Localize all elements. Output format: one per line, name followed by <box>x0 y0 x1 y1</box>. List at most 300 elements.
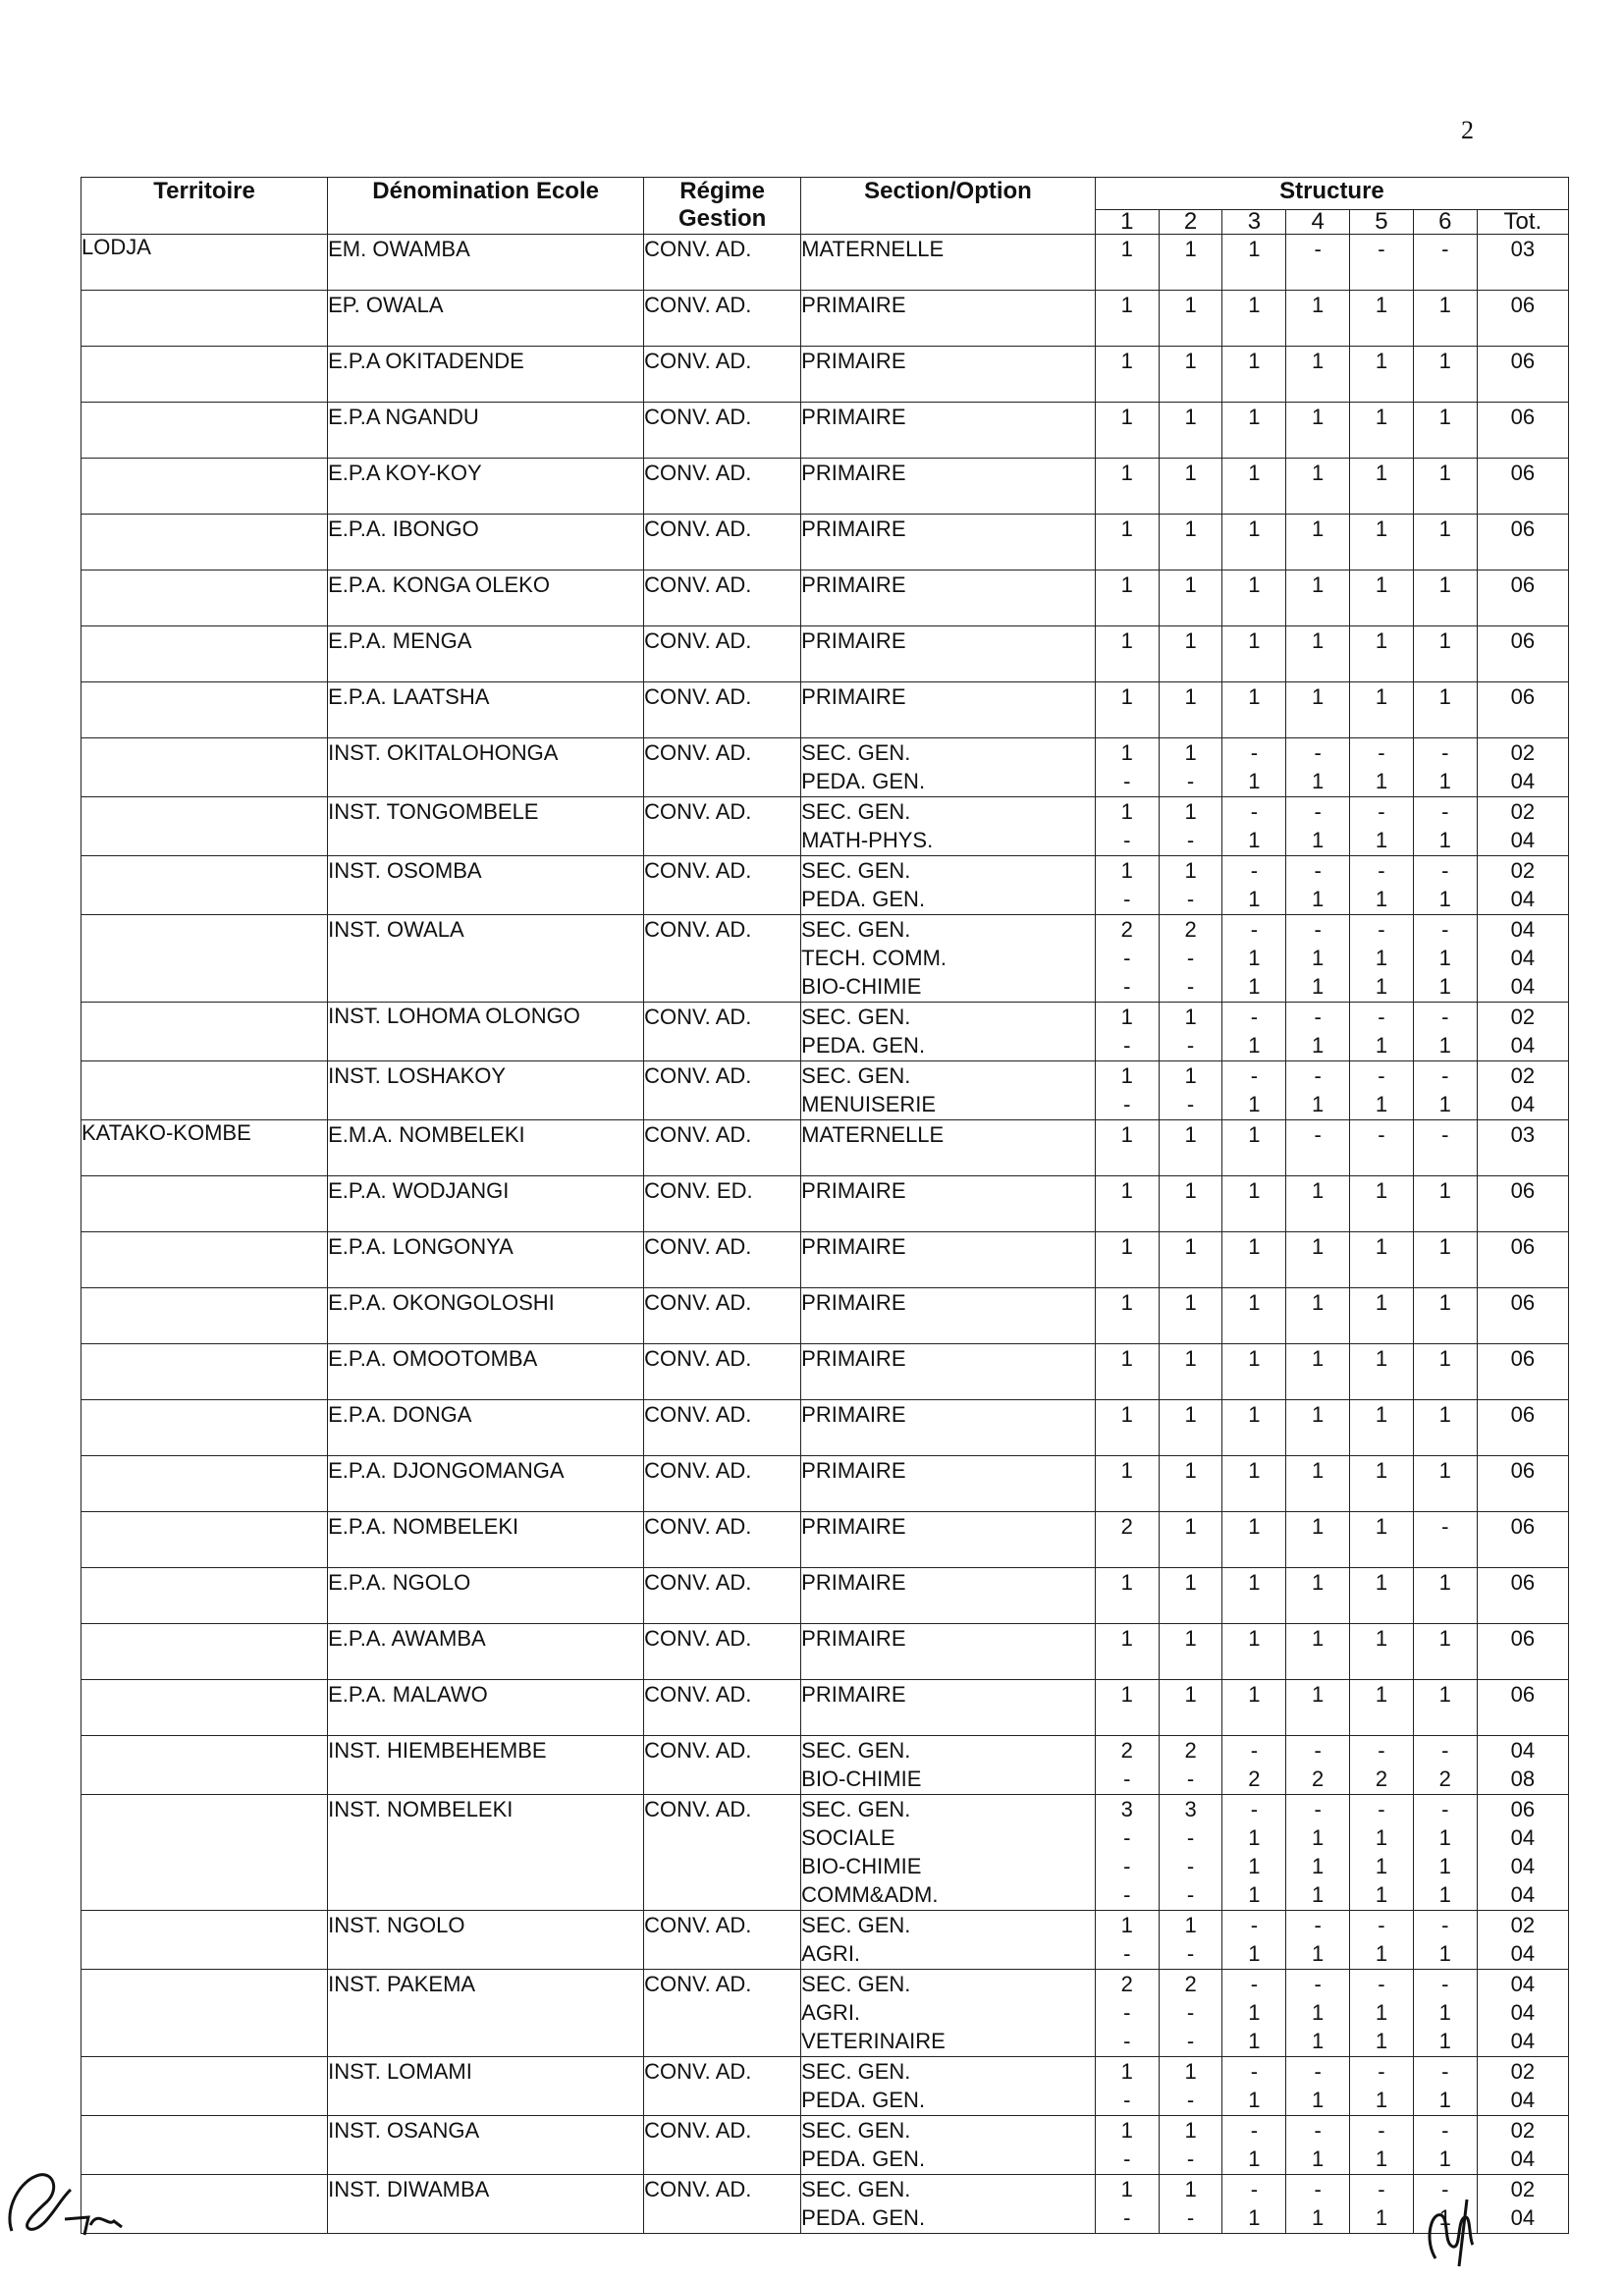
header-col-tot: Tot. <box>1477 210 1568 235</box>
structure-value: 1 <box>1120 1913 1133 1937</box>
section-option: MATH-PHYS. <box>801 828 934 852</box>
ecole-cell <box>328 1568 644 1624</box>
section-option: PRIMAIRE <box>801 405 906 429</box>
structure-value: - <box>1123 1092 1131 1116</box>
structure-value: 1 <box>1375 946 1388 970</box>
structure-col-6 <box>1413 1003 1477 1061</box>
section-cell <box>801 1970 1096 2057</box>
regime-value: CONV. AD. <box>644 740 752 765</box>
structure-col-5 <box>1350 291 1414 347</box>
structure-value: 1 <box>1184 572 1197 597</box>
structure-value: - <box>1250 2177 1259 2201</box>
total-value: 04 <box>1510 1941 1536 1966</box>
total-value: 04 <box>1510 2088 1536 2112</box>
structure-value: 1 <box>1248 1402 1261 1427</box>
structure-value: 1 <box>1375 1626 1388 1651</box>
ecole-name: E.P.A. WODJANGI <box>328 1178 510 1203</box>
structure-value: 1 <box>1375 769 1388 793</box>
structure-value: 1 <box>1120 349 1133 373</box>
structure-value: 1 <box>1248 1854 1261 1878</box>
structure-col-2 <box>1159 2116 1222 2175</box>
table-row <box>81 1120 1569 1176</box>
section-cell <box>801 1400 1096 1456</box>
structure-value: 1 <box>1438 2088 1451 2112</box>
regime-cell <box>644 1288 801 1344</box>
structure-value: - <box>1378 740 1385 765</box>
regime-cell <box>644 797 801 856</box>
ecole-name: INST. HIEMBEHEMBE <box>328 1738 547 1763</box>
structure-value: - <box>1441 1063 1449 1088</box>
table-row <box>81 682 1569 738</box>
regime-value: CONV. AD. <box>644 1290 752 1315</box>
ecole-name: INST. OWALA <box>328 917 464 942</box>
structure-col-6 <box>1413 856 1477 915</box>
structure-col-5 <box>1350 2175 1414 2234</box>
total-cell <box>1477 1232 1568 1288</box>
structure-col-6 <box>1413 459 1477 515</box>
total-cell <box>1477 1400 1568 1456</box>
structure-col-4 <box>1286 856 1350 915</box>
section-option: SEC. GEN. <box>801 1063 911 1088</box>
total-cell <box>1477 738 1568 797</box>
structure-value: 1 <box>1375 2088 1388 2112</box>
structure-value: 1 <box>1184 1682 1197 1707</box>
structure-value: - <box>1378 2059 1385 2084</box>
structure-value: 1 <box>1375 628 1388 653</box>
regime-cell <box>644 682 801 738</box>
ecole-name: E.P.A. AWAMBA <box>328 1626 486 1651</box>
structure-col-2 <box>1159 626 1222 682</box>
total-value: 06 <box>1510 461 1536 485</box>
total-value: 06 <box>1510 1290 1536 1315</box>
structure-value: 1 <box>1120 2177 1133 2201</box>
regime-value: CONV. AD. <box>644 349 752 373</box>
territoire-cell <box>81 515 328 570</box>
structure-value: - <box>1250 799 1259 824</box>
regime-value: CONV. AD. <box>644 1514 752 1539</box>
structure-value: 3 <box>1184 1797 1197 1821</box>
structure-value: - <box>1441 740 1449 765</box>
ecole-cell <box>328 856 644 915</box>
total-value: 04 <box>1510 2205 1536 2230</box>
structure-col-2 <box>1159 347 1222 403</box>
total-value: 04 <box>1510 2000 1536 2025</box>
structure-value: - <box>1441 1913 1449 1937</box>
structure-value: 1 <box>1248 1458 1261 1483</box>
structure-col-5 <box>1350 515 1414 570</box>
structure-value: 1 <box>1120 1122 1133 1147</box>
structure-col-2 <box>1159 1568 1222 1624</box>
structure-value: 1 <box>1438 293 1451 317</box>
structure-value: 1 <box>1438 572 1451 597</box>
structure-col-2 <box>1159 1680 1222 1736</box>
structure-col-2 <box>1159 1176 1222 1232</box>
total-value: 06 <box>1510 628 1536 653</box>
territoire-cell <box>81 1795 328 1911</box>
structure-value: - <box>1186 828 1195 852</box>
structure-col-1 <box>1095 797 1159 856</box>
ecole-cell <box>328 2057 644 2116</box>
section-option: SEC. GEN. <box>801 799 911 824</box>
regime-cell <box>644 1624 801 1680</box>
structure-value: 1 <box>1120 2118 1133 2143</box>
total-cell <box>1477 347 1568 403</box>
structure-col-6 <box>1413 570 1477 626</box>
structure-value: - <box>1250 1738 1259 1763</box>
structure-col-2 <box>1159 1736 1222 1795</box>
section-option: SEC. GEN. <box>801 917 911 942</box>
structure-value: - <box>1123 1854 1131 1878</box>
section-option: SEC. GEN. <box>801 858 911 883</box>
structure-value: 1 <box>1184 628 1197 653</box>
structure-value: 1 <box>1312 2205 1325 2230</box>
ecole-name: E.P.A. OKONGOLOSHI <box>328 1290 555 1315</box>
structure-value: 1 <box>1312 516 1325 541</box>
structure-value: - <box>1186 1033 1195 1058</box>
section-cell <box>801 1624 1096 1680</box>
structure-value: - <box>1378 858 1385 883</box>
structure-col-5 <box>1350 915 1414 1003</box>
structure-value: 1 <box>1248 684 1261 709</box>
structure-value: 1 <box>1375 516 1388 541</box>
structure-col-6 <box>1413 2116 1477 2175</box>
regime-value: CONV. AD. <box>644 1797 752 1821</box>
structure-value: 1 <box>1438 684 1451 709</box>
structure-col-5 <box>1350 1232 1414 1288</box>
structure-col-4 <box>1286 2057 1350 2116</box>
structure-col-2 <box>1159 1624 1222 1680</box>
section-option: PRIMAIRE <box>801 1402 906 1427</box>
section-cell <box>801 459 1096 515</box>
total-cell <box>1477 291 1568 347</box>
structure-col-4 <box>1286 1736 1350 1795</box>
total-value: 02 <box>1510 2059 1536 2084</box>
total-cell <box>1477 1795 1568 1911</box>
structure-col-6 <box>1413 1120 1477 1176</box>
structure-value: 1 <box>1184 237 1197 261</box>
structure-value: 1 <box>1438 1402 1451 1427</box>
structure-value: 1 <box>1248 1290 1261 1315</box>
structure-value: 1 <box>1312 1092 1325 1116</box>
ecole-cell <box>328 797 644 856</box>
ecole-cell <box>328 459 644 515</box>
total-value: 06 <box>1510 293 1536 317</box>
structure-value: - <box>1441 1514 1449 1539</box>
structure-col-2 <box>1159 1970 1222 2057</box>
total-value: 06 <box>1510 1458 1536 1483</box>
structure-value: 1 <box>1375 974 1388 999</box>
territoire-cell <box>81 626 328 682</box>
structure-value: 1 <box>1248 2205 1261 2230</box>
structure-value: - <box>1123 2000 1131 2025</box>
structure-col-4 <box>1286 459 1350 515</box>
section-cell <box>801 347 1096 403</box>
structure-col-1 <box>1095 1288 1159 1344</box>
structure-col-3 <box>1222 1680 1286 1736</box>
regime-cell <box>644 515 801 570</box>
section-cell <box>801 915 1096 1003</box>
structure-col-3 <box>1222 291 1286 347</box>
section-option: PRIMAIRE <box>801 1514 906 1539</box>
structure-value: - <box>1378 2177 1385 2201</box>
table-row <box>81 1795 1569 1911</box>
section-cell <box>801 570 1096 626</box>
total-cell <box>1477 1456 1568 1512</box>
regime-value: CONV. AD. <box>644 917 752 942</box>
regime-cell <box>644 2057 801 2116</box>
structure-value: 1 <box>1248 405 1261 429</box>
structure-col-3 <box>1222 1970 1286 2057</box>
structure-value: - <box>1314 740 1322 765</box>
header-col-1: 1 <box>1095 210 1159 235</box>
territoire-cell <box>81 291 328 347</box>
structure-col-1 <box>1095 1176 1159 1232</box>
structure-col-5 <box>1350 738 1414 797</box>
ecole-name: E.P.A. MENGA <box>328 628 472 653</box>
total-cell <box>1477 626 1568 682</box>
structure-value: 1 <box>1312 1854 1325 1878</box>
regime-value: CONV. ED. <box>644 1178 753 1203</box>
ecole-name: E.P.A. DONGA <box>328 1402 472 1427</box>
structure-col-2 <box>1159 2057 1222 2116</box>
structure-col-5 <box>1350 1344 1414 1400</box>
structure-value: 1 <box>1438 1033 1451 1058</box>
total-value: 04 <box>1510 1882 1536 1907</box>
structure-value: 1 <box>1248 1941 1261 1966</box>
structure-value: 1 <box>1375 1941 1388 1966</box>
structure-value: 1 <box>1438 2000 1451 2025</box>
section-option: SEC. GEN. <box>801 740 911 765</box>
structure-value: 1 <box>1438 2205 1451 2230</box>
structure-value: 1 <box>1312 1178 1325 1203</box>
structure-value: - <box>1123 1033 1131 1058</box>
total-value: 04 <box>1510 1854 1536 1878</box>
structure-value: - <box>1314 2118 1322 2143</box>
regime-cell <box>644 291 801 347</box>
structure-col-6 <box>1413 682 1477 738</box>
structure-col-5 <box>1350 2057 1414 2116</box>
structure-col-6 <box>1413 1456 1477 1512</box>
ecole-cell <box>328 1911 644 1970</box>
total-value: 03 <box>1510 1122 1536 1147</box>
structure-value: 1 <box>1375 1234 1388 1259</box>
structure-value: 1 <box>1120 740 1133 765</box>
structure-value: - <box>1186 1882 1195 1907</box>
ecole-cell <box>328 235 644 291</box>
structure-col-2 <box>1159 1795 1222 1911</box>
structure-value: - <box>1378 799 1385 824</box>
structure-col-1 <box>1095 459 1159 515</box>
section-option: PRIMAIRE <box>801 1570 906 1595</box>
structure-col-1 <box>1095 1624 1159 1680</box>
structure-col-5 <box>1350 1970 1414 2057</box>
structure-value: - <box>1123 769 1131 793</box>
structure-col-5 <box>1350 1176 1414 1232</box>
territoire-cell <box>81 1003 328 1061</box>
ecole-name: E.P.A. NGOLO <box>328 1570 471 1595</box>
structure-col-6 <box>1413 1400 1477 1456</box>
structure-value: 1 <box>1120 1402 1133 1427</box>
structure-value: 1 <box>1438 828 1451 852</box>
table-row <box>81 2116 1569 2175</box>
structure-col-1 <box>1095 2057 1159 2116</box>
structure-value: 1 <box>1312 1402 1325 1427</box>
section-cell <box>801 797 1096 856</box>
structure-value: 1 <box>1184 684 1197 709</box>
total-value: 06 <box>1510 1178 1536 1203</box>
structure-value: 1 <box>1184 1913 1197 1937</box>
territoire-cell: KATAKO-KOMBE <box>81 1120 328 1176</box>
structure-value: 1 <box>1438 1290 1451 1315</box>
structure-value: - <box>1441 799 1449 824</box>
structure-value: 1 <box>1312 684 1325 709</box>
territoire-cell <box>81 682 328 738</box>
structure-value: - <box>1314 1797 1322 1821</box>
structure-col-4 <box>1286 626 1350 682</box>
structure-col-4 <box>1286 1400 1350 1456</box>
structure-value: - <box>1123 887 1131 911</box>
structure-col-5 <box>1350 1624 1414 1680</box>
structure-value: - <box>1186 2146 1195 2171</box>
ecole-cell <box>328 515 644 570</box>
structure-col-6 <box>1413 1176 1477 1232</box>
section-option: PEDA. GEN. <box>801 2146 926 2171</box>
structure-col-3 <box>1222 915 1286 1003</box>
ecole-name: INST. LOHOMA OLONGO <box>328 1004 580 1028</box>
structure-value: 1 <box>1312 828 1325 852</box>
regime-value: CONV. AD. <box>644 1122 752 1147</box>
structure-value: 1 <box>1312 1458 1325 1483</box>
table-row <box>81 1344 1569 1400</box>
regime-value: CONV. AD. <box>644 1005 752 1029</box>
table-row <box>81 570 1569 626</box>
structure-col-3 <box>1222 1736 1286 1795</box>
structure-value: 1 <box>1438 1234 1451 1259</box>
structure-value: - <box>1378 1063 1385 1088</box>
structure-value: 1 <box>1375 572 1388 597</box>
ecole-name: INST. DIWAMBA <box>328 2177 490 2201</box>
ecole-name: E.P.A OKITADENDE <box>328 349 524 373</box>
regime-cell <box>644 2175 801 2234</box>
section-cell <box>801 856 1096 915</box>
regime-cell <box>644 738 801 797</box>
structure-col-3 <box>1222 1512 1286 1568</box>
structure-value: 1 <box>1312 2029 1325 2053</box>
structure-value: 1 <box>1438 769 1451 793</box>
structure-value: 1 <box>1184 293 1197 317</box>
structure-col-1 <box>1095 2116 1159 2175</box>
section-option: PRIMAIRE <box>801 1346 906 1371</box>
structure-value: 1 <box>1248 2088 1261 2112</box>
structure-value: 1 <box>1438 405 1451 429</box>
section-option: COMM&ADM. <box>801 1882 939 1907</box>
header-section: Section/Option <box>801 178 1096 235</box>
table-row <box>81 915 1569 1003</box>
total-value: 06 <box>1510 1626 1536 1651</box>
regime-cell <box>644 2116 801 2175</box>
regime-cell <box>644 1736 801 1795</box>
structure-value: 1 <box>1248 237 1261 261</box>
ecole-cell <box>328 291 644 347</box>
structure-value: 1 <box>1248 516 1261 541</box>
structure-value: - <box>1250 1005 1259 1029</box>
ecole-cell <box>328 2175 644 2234</box>
structure-value: 1 <box>1375 1854 1388 1878</box>
structure-col-1 <box>1095 915 1159 1003</box>
structure-col-1 <box>1095 1232 1159 1288</box>
structure-value: 1 <box>1184 1626 1197 1651</box>
structure-col-3 <box>1222 856 1286 915</box>
ecole-cell <box>328 1003 644 1061</box>
structure-col-3 <box>1222 1624 1286 1680</box>
total-cell <box>1477 403 1568 459</box>
total-value: 04 <box>1510 1738 1536 1763</box>
structure-col-1 <box>1095 403 1159 459</box>
structure-value: 1 <box>1248 1178 1261 1203</box>
structure-value: - <box>1441 1797 1449 1821</box>
structure-value: 1 <box>1248 1092 1261 1116</box>
structure-col-6 <box>1413 797 1477 856</box>
section-cell <box>801 1176 1096 1232</box>
table-row <box>81 1568 1569 1624</box>
territoire-cell <box>81 915 328 1003</box>
structure-value: 1 <box>1438 1346 1451 1371</box>
structure-value: 1 <box>1375 2029 1388 2053</box>
ecole-name: E.P.A. LAATSHA <box>328 684 490 709</box>
section-option: BIO-CHIMIE <box>801 974 922 999</box>
structure-value: 1 <box>1375 293 1388 317</box>
structure-value: 1 <box>1375 684 1388 709</box>
structure-value: 2 <box>1120 1514 1133 1539</box>
section-option: AGRI. <box>801 2000 861 2025</box>
structure-col-3 <box>1222 2057 1286 2116</box>
section-option: SOCIALE <box>801 1825 895 1850</box>
structure-col-5 <box>1350 403 1414 459</box>
total-value: 02 <box>1510 2118 1536 2143</box>
header-territoire: Territoire <box>81 178 328 235</box>
structure-value: 1 <box>1312 405 1325 429</box>
ecole-name: INST. LOSHAKOY <box>328 1063 507 1088</box>
table-row <box>81 1456 1569 1512</box>
territoire-cell <box>81 1911 328 1970</box>
section-option: PEDA. GEN. <box>801 2205 926 2230</box>
table-row <box>81 1288 1569 1344</box>
section-option: PEDA. GEN. <box>801 2088 926 2112</box>
structure-col-5 <box>1350 235 1414 291</box>
total-value: 02 <box>1510 1063 1536 1088</box>
structure-value: 1 <box>1184 740 1197 765</box>
structure-value: 1 <box>1438 946 1451 970</box>
territoire-cell: LODJA <box>81 235 328 291</box>
structure-value: 1 <box>1184 2118 1197 2143</box>
section-cell <box>801 1456 1096 1512</box>
structure-value: - <box>1123 1825 1131 1850</box>
structure-col-6 <box>1413 738 1477 797</box>
structure-value: - <box>1123 974 1131 999</box>
total-value: 06 <box>1510 572 1536 597</box>
total-cell <box>1477 1061 1568 1120</box>
structure-col-4 <box>1286 1795 1350 1911</box>
total-value: 06 <box>1510 349 1536 373</box>
structure-col-2 <box>1159 1003 1222 1061</box>
regime-cell <box>644 915 801 1003</box>
structure-col-1 <box>1095 1400 1159 1456</box>
structure-col-3 <box>1222 1344 1286 1400</box>
structure-col-6 <box>1413 515 1477 570</box>
ecole-cell <box>328 347 644 403</box>
total-cell <box>1477 1003 1568 1061</box>
regime-value: CONV. AD. <box>644 1402 752 1427</box>
